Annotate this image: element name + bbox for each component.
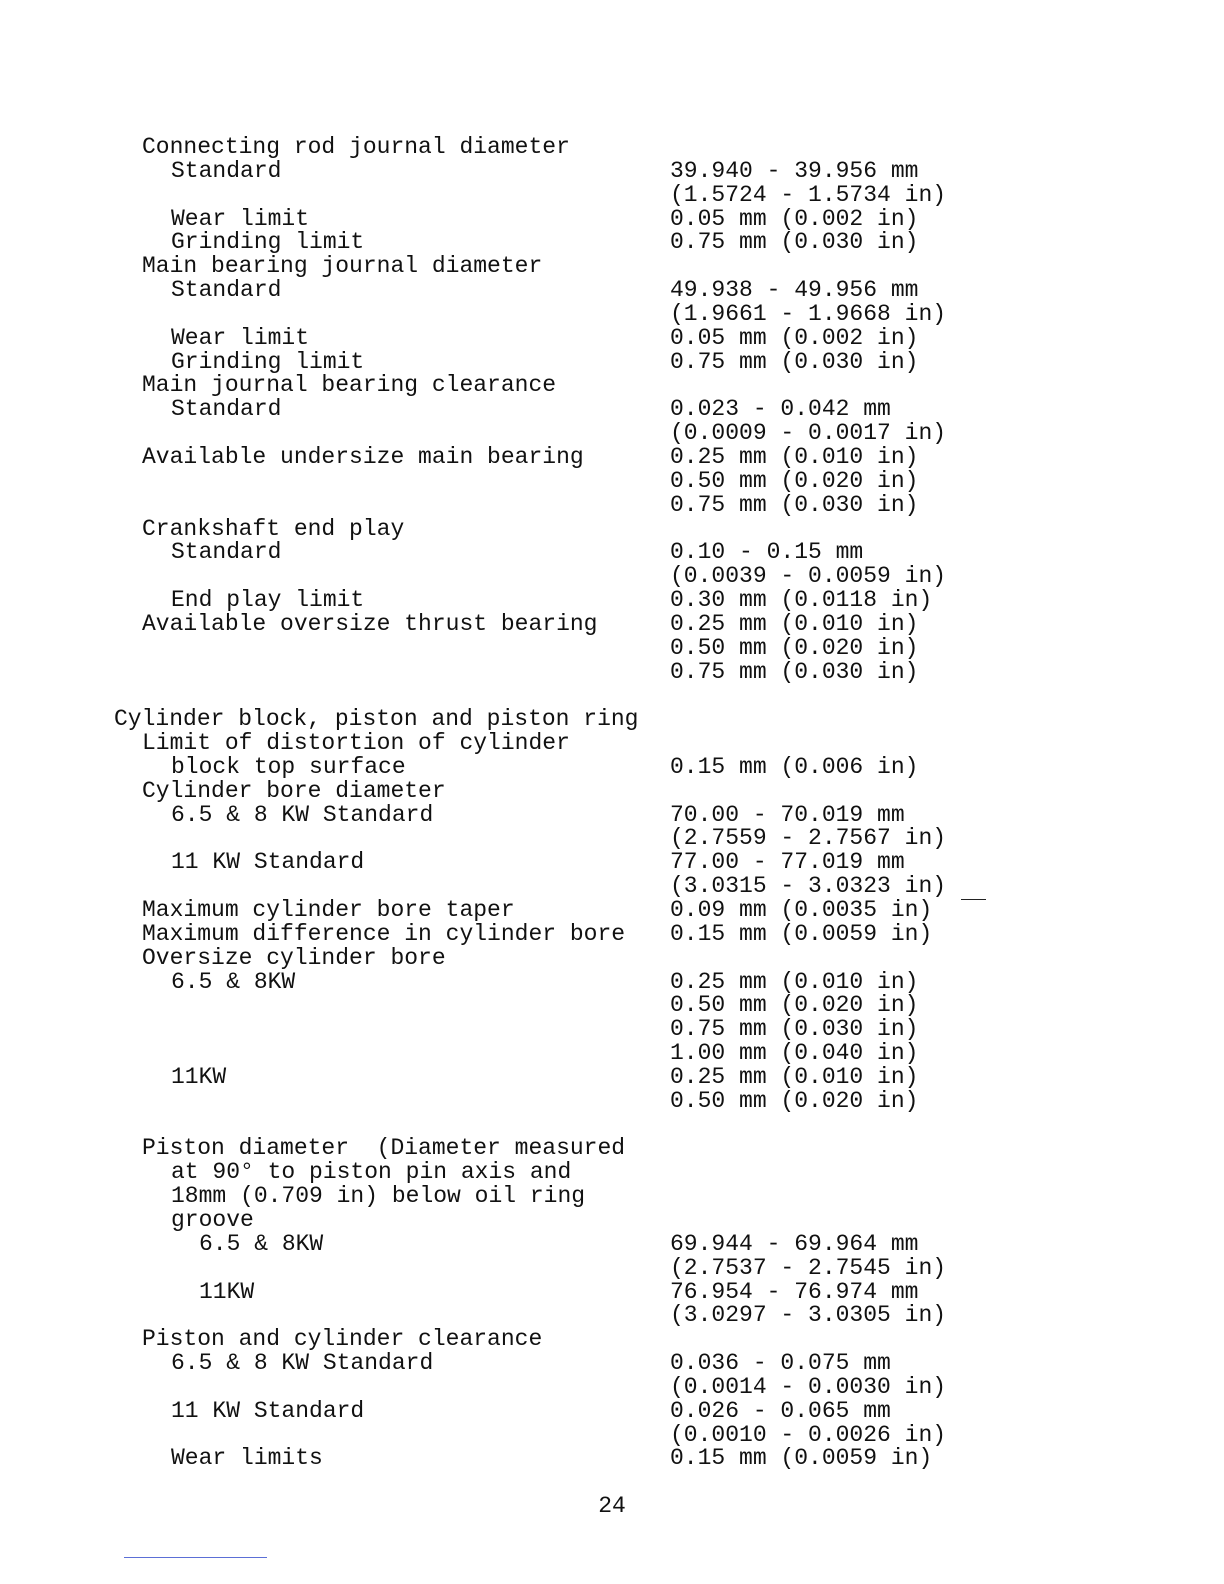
spec-heading: Main bearing journal diameter <box>142 253 543 280</box>
spec-heading: Piston diameter (Diameter measured <box>142 1135 626 1162</box>
spec-row <box>0 1063 1224 1090</box>
spec-label: groove <box>171 1206 254 1233</box>
spec-label: 6.5 & 8 KW Standard <box>171 801 434 828</box>
spec-value: (3.0297 - 3.0305 in) <box>670 1302 947 1329</box>
spec-row <box>0 205 1224 232</box>
spec-value: 39.940 - 39.956 mm <box>670 157 919 184</box>
spec-value: (0.0009 - 0.0017 in) <box>670 420 947 447</box>
spec-row <box>0 157 1224 184</box>
spec-label: block top surface <box>171 753 406 780</box>
spec-row <box>0 777 1224 804</box>
spec-heading: Piston and cylinder clearance <box>142 1326 543 1353</box>
spec-heading: Limit of distortion of cylinder <box>142 730 570 757</box>
spec-value: 76.954 - 76.974 mm <box>670 1278 919 1305</box>
spec-value: (1.9661 - 1.9668 in) <box>670 300 947 327</box>
spec-value: 0.50 mm (0.020 in) <box>670 1087 919 1114</box>
spec-row <box>0 467 1224 494</box>
spec-value: 0.036 - 0.075 mm <box>670 1350 891 1377</box>
spec-value: 0.75 mm (0.030 in) <box>670 491 919 518</box>
spec-table <box>0 136 1224 1471</box>
spec-row <box>0 565 1224 589</box>
spec-value: 0.15 mm (0.006 in) <box>670 753 919 780</box>
spec-value: 0.75 mm (0.030 in) <box>670 1016 919 1043</box>
spec-heading: Connecting rod journal diameter <box>142 134 570 160</box>
spec-row <box>0 422 1224 446</box>
spec-heading: Available undersize main bearing <box>142 443 584 470</box>
spec-value: 0.25 mm (0.010 in) <box>670 610 919 637</box>
page-number: 24 <box>598 1493 626 1519</box>
spec-label: Grinding limit <box>171 229 365 256</box>
spec-row <box>0 851 1224 875</box>
spec-row <box>0 136 1224 160</box>
spec-value: 0.75 mm (0.030 in) <box>670 348 919 375</box>
spec-value: 0.30 mm (0.0118 in) <box>670 587 933 614</box>
spec-row <box>0 684 1224 708</box>
spec-heading: Crankshaft end play <box>142 515 405 542</box>
spec-label: Standard <box>171 277 282 304</box>
spec-label: Grinding limit <box>171 348 365 375</box>
spec-value: 0.50 mm (0.020 in) <box>670 992 919 1019</box>
spec-value: 0.10 - 0.15 mm <box>670 539 864 566</box>
spec-value: 49.938 - 49.956 mm <box>670 277 919 304</box>
spec-heading: Oversize cylinder bore <box>142 944 446 971</box>
spec-row <box>0 899 1224 923</box>
spec-row <box>0 1206 1224 1233</box>
spec-row <box>0 1042 1224 1066</box>
spec-value: 0.75 mm (0.030 in) <box>670 658 919 685</box>
spec-row <box>0 1304 1224 1328</box>
spec-row <box>0 944 1224 971</box>
spec-row <box>0 634 1224 661</box>
spec-label: 18mm (0.709 in) below oil ring <box>171 1183 586 1210</box>
spec-row <box>0 1161 1224 1185</box>
spec-value: (0.0039 - 0.0059 in) <box>670 563 947 590</box>
spec-row <box>0 398 1224 422</box>
spec-value: 0.50 mm (0.020 in) <box>670 467 919 494</box>
spec-row <box>0 1278 1224 1305</box>
spec-label: Wear limit <box>171 205 310 232</box>
spec-value: 0.25 mm (0.010 in) <box>670 1063 919 1090</box>
spec-row <box>0 827 1224 851</box>
spec-value: 0.15 mm (0.0059 in) <box>670 920 933 947</box>
spec-label: 11KW <box>171 1063 227 1090</box>
spec-row <box>0 374 1224 398</box>
spec-row <box>0 1230 1224 1257</box>
spec-heading: Maximum cylinder bore taper <box>142 897 515 923</box>
spec-row <box>0 1421 1224 1448</box>
spec-row <box>0 324 1224 351</box>
spec-value: (0.0010 - 0.0026 in) <box>670 1421 947 1448</box>
spec-row <box>0 994 1224 1018</box>
spec-row <box>0 348 1224 375</box>
spec-value: 0.023 - 0.042 mm <box>670 396 891 423</box>
spec-value: 70.00 - 70.019 mm <box>670 801 905 828</box>
spec-row <box>0 515 1224 542</box>
spec-row <box>0 1352 1224 1376</box>
spec-row <box>0 1447 1224 1471</box>
spec-value: 0.25 mm (0.010 in) <box>670 443 919 470</box>
spec-row <box>0 753 1224 780</box>
spec-heading: Cylinder bore diameter <box>142 777 446 804</box>
spec-value: (2.7559 - 2.7567 in) <box>670 825 947 852</box>
spec-value: 0.15 mm (0.0059 in) <box>670 1445 933 1472</box>
spec-label: 11KW <box>199 1278 255 1305</box>
spec-row <box>0 920 1224 947</box>
spec-value: (3.0315 - 3.0323 in) <box>670 873 947 900</box>
spec-heading: Available oversize thrust bearing <box>142 610 598 637</box>
spec-row <box>0 443 1224 470</box>
spec-value: 0.25 mm (0.010 in) <box>670 968 919 995</box>
spec-row <box>0 610 1224 637</box>
spec-row <box>0 1373 1224 1400</box>
spec-value: 0.09 mm (0.0035 in) <box>670 897 933 923</box>
spec-row <box>0 181 1224 208</box>
spec-row <box>0 1254 1224 1281</box>
spec-label: 11 KW Standard <box>171 1397 365 1424</box>
spec-row <box>0 968 1224 995</box>
spec-heading: Maximum difference in cylinder bore <box>142 920 626 947</box>
spec-label: 11 KW Standard <box>171 849 365 876</box>
spec-row <box>0 1397 1224 1424</box>
spec-value: 0.50 mm (0.020 in) <box>670 634 919 661</box>
spec-value: 0.05 mm (0.002 in) <box>670 205 919 232</box>
spec-row <box>0 1328 1224 1352</box>
spec-value: 69.944 - 69.964 mm <box>670 1230 919 1257</box>
spec-label: End play limit <box>171 587 365 614</box>
spec-row <box>0 231 1224 255</box>
spec-label: Standard <box>171 157 282 184</box>
spec-label: Wear limits <box>171 1445 323 1472</box>
spec-row <box>0 279 1224 303</box>
spec-row <box>0 1137 1224 1161</box>
spec-row <box>0 1114 1224 1138</box>
spec-value: 77.00 - 77.019 mm <box>670 849 905 876</box>
spec-value: (0.0014 - 0.0030 in) <box>670 1373 947 1400</box>
spec-heading: Main journal bearing clearance <box>142 372 557 399</box>
spec-value: 0.75 mm (0.030 in) <box>670 229 919 256</box>
spec-row <box>0 732 1224 756</box>
spec-row <box>0 300 1224 327</box>
spec-row <box>0 1087 1224 1114</box>
spec-row <box>0 491 1224 518</box>
spec-value: 0.026 - 0.065 mm <box>670 1397 891 1424</box>
spec-label: Wear limit <box>171 324 310 351</box>
margin-mark <box>961 899 986 900</box>
spec-row <box>0 1018 1224 1042</box>
spec-row <box>0 255 1224 279</box>
spec-label: 6.5 & 8KW <box>171 968 296 995</box>
spec-row <box>0 801 1224 828</box>
spec-label: 6.5 & 8KW <box>199 1230 324 1257</box>
spec-row <box>0 875 1224 899</box>
footer-rule <box>124 1557 267 1558</box>
spec-row <box>0 541 1224 565</box>
spec-row <box>0 658 1224 685</box>
spec-row <box>0 708 1224 732</box>
spec-label: 6.5 & 8 KW Standard <box>171 1350 434 1377</box>
section-heading: Cylinder block, piston and piston ring <box>114 706 639 733</box>
spec-value: (2.7537 - 2.7545 in) <box>670 1254 947 1281</box>
spec-label: Standard <box>171 396 282 423</box>
spec-label: Standard <box>171 539 282 566</box>
spec-value: 1.00 mm (0.040 in) <box>670 1040 919 1067</box>
spec-value: 0.05 mm (0.002 in) <box>670 324 919 351</box>
spec-value: (1.5724 - 1.5734 in) <box>670 181 947 208</box>
spec-label: at 90° to piston pin axis and <box>171 1159 572 1186</box>
spec-row <box>0 589 1224 613</box>
spec-row <box>0 1185 1224 1209</box>
